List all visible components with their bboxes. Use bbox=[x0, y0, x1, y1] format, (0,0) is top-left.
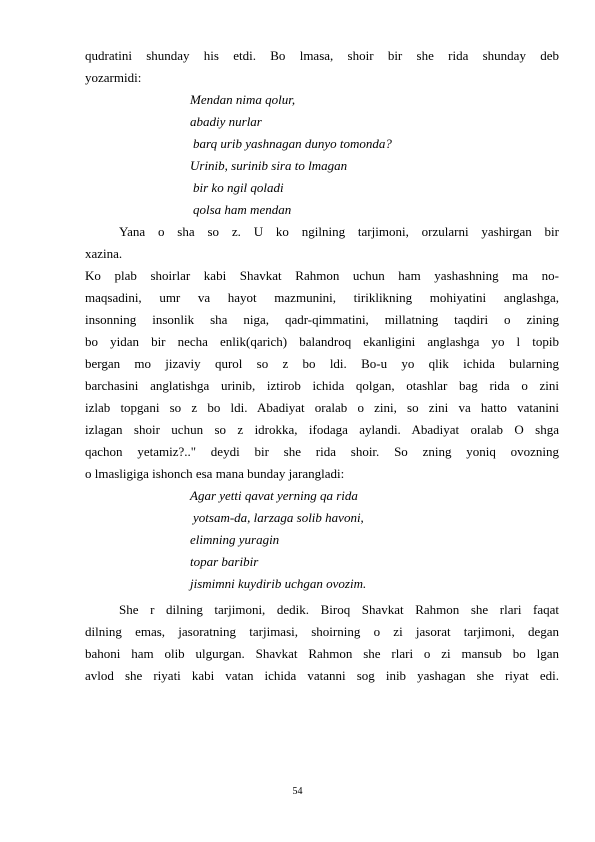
text-line: o lmasligiga ishonch esa mana bunday jarangladi: bbox=[85, 466, 345, 481]
verse-line: qolsa ham mendan bbox=[193, 202, 292, 217]
paragraph-first-line: Yana o sha so z. U ko ngilning tarjimoni, orzularni yashirgan bir bbox=[119, 224, 559, 239]
verse-line: barq urib yashnagan dunyo tomonda? bbox=[193, 136, 392, 151]
verse-line: abadiy nurlar bbox=[190, 114, 262, 129]
text-line: maqsadini, umr va hayot mazmunini, tiriklikning mohiyatini anglashga, bbox=[85, 290, 559, 305]
verse-line: bir ko ngil qoladi bbox=[193, 180, 284, 195]
text-line: bahoni ham olib ulgurgan. Shavkat Rahmon she rlari o zi mansub bo lgan bbox=[85, 646, 559, 661]
verse-line: Agar yetti qavat yerning qa rida bbox=[190, 488, 358, 503]
text-line: izlab topgani so z bo ldi. Abadiyat oralab o zini, so zini va hatto vatanini bbox=[85, 400, 559, 415]
text-line: yozarmidi: bbox=[85, 70, 142, 85]
text-line: Ko plab shoirlar kabi Shavkat Rahmon uchun ham yashashning ma no- bbox=[85, 268, 559, 283]
text-line: qudratini shunday his etdi. Bo lmasa, shoir bir she rida shunday deb bbox=[85, 48, 559, 63]
verse-line: Urinib, surinib sira to lmagan bbox=[190, 158, 348, 173]
page-number: 54 bbox=[292, 786, 303, 797]
verse-line: elimning yuragin bbox=[190, 532, 280, 547]
verse-line: Mendan nima qolur, bbox=[190, 92, 296, 107]
text-line: bo yidan bir necha enlik(qarich) balandroq ekanligini anglashga yo l topib bbox=[85, 334, 559, 349]
text-line: dilning emas, jasoratning tarjimasi, shoirning o zi jasorat tarjimoni, degan bbox=[85, 624, 559, 639]
verse-line: topar baribir bbox=[190, 554, 259, 569]
text-line: barchasini anglatishga urinib, iztirob ichida qolgan, otashlar bag rida o zini bbox=[85, 378, 559, 393]
text-line: avlod she riyati kabi vatan ichida vatanni sog inib yashagan she riyat edi. bbox=[85, 668, 559, 683]
text-line: izlagan shoir uchun so z idrokka, ifodaga aylandi. Abadiyat oralab O shga bbox=[85, 422, 559, 437]
text-line: qachon yetamiz?.." deydi bir she rida shoir. So zning yoniq ovozning bbox=[85, 444, 559, 459]
verse-line: jismimni kuydirib uchgan ovozim. bbox=[190, 576, 367, 591]
document-page bbox=[85, 45, 559, 687]
text-line: insonning insonlik sha niga, qadr-qimmatini, millatning taqdiri o zining bbox=[85, 312, 559, 327]
text-line: xazina. bbox=[85, 246, 123, 261]
text-line: bergan mo jizaviy qurol so z bo ldi. Bo-u yo qlik ichida bularning bbox=[85, 356, 559, 371]
paragraph-first-line: She r dilning tarjimoni, dedik. Biroq Shavkat Rahmon she rlari faqat bbox=[119, 602, 559, 617]
verse-line: yotsam-da, larzaga solib havoni, bbox=[193, 510, 364, 525]
